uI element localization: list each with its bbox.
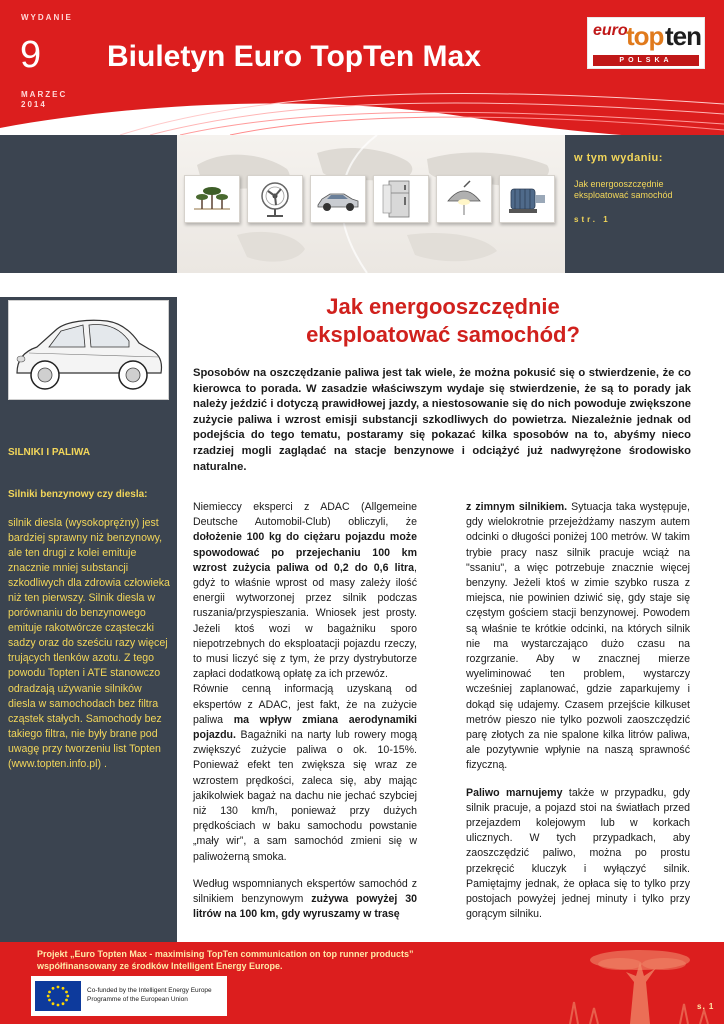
car-illustration	[8, 300, 169, 400]
in-this-issue-link[interactable]: Jak energooszczędnie eksploatować samochód	[574, 179, 673, 200]
in-this-issue-panel	[565, 135, 724, 273]
bold-run: ma wpływ zmiana aerodynamiki pojazdu.	[193, 713, 417, 742]
in-this-issue-label: w tym wydaniu:	[574, 152, 663, 164]
text-run: , gdyż to właśnie wprost od masy zależy ilość energii wytworzonej przez silnik podczas ruszania/przyspieszania. Wniosek jest prosty. Jeżeli ktoś wozi w bagażniku sporo niepotrzebnych do eksploatacji pojazdu rzeczy, to musi liczyć się z tym, że przy dystrybutorze zapłaci dodatkową opłatę za ich przewóz.	[193, 561, 417, 681]
bulletin-title: Biuletyn Euro TopTen Max	[107, 40, 481, 73]
article-title-line2: eksploatować samochód?	[306, 322, 580, 347]
header-band	[0, 0, 724, 135]
logo-top: top	[626, 21, 664, 51]
text-run: Niemieccy eksperci z ADAC (Allgemeine Deutsche Automobil-Club) obliczyli, że	[193, 501, 417, 529]
car-drawing-icon	[9, 301, 168, 399]
sidebar-text: silnik diesla (wysokoprężny) jest bardziej sprawny niż benzynowy, ale ten drugi z kolei emituje znacznie mniej substancji szkodliwych dla zdrowia człowieka niż ten pierwszy. Silnik diesla w porównaniu do benzynowego emituje rakotwórcze cząsteczki sadzy oraz do sześciu razy więcej trujących tlenków azotu. Z tego powodu Topten i ATE stanowczo odradzają używanie silników diesla w samochodach bez filtra cząstek stałych. Samochody bez takiego filtra, nie były brane pod uwagę przy tworzeniu list Topten (www.topten.info.pl) .	[8, 517, 170, 770]
eu-cofunding-logo	[31, 976, 227, 1016]
fan-thumbnail	[247, 175, 303, 223]
sidebar-subheading: Silniki benzynowy czy diesla:	[8, 489, 148, 500]
bold-run: Paliwo marnujemy	[466, 786, 563, 799]
text-run: Sytuacja taka występuje, gdy wielokrotnie przejeżdżamy naszym autem odcinki o długości poniżej 100 metrów. W takim trybie pracy nasz silnik pracuje wciąż na "ssaniu", a więc potrzebuje znacznie więcej benzyny. Jeżeli ktoś w zimie szybko rusza z miejsca, nie powinien dziwić się, gdy staje się częstym gościem stacji benzynowej. Powodem są właśnie te krótkie odcinki, na których silnik nie ma wystarczająco dużo czasu na rozgrzanie. Aby w znacznej mierze wyeliminować ten problem, wystarczy wcześniej zaplanować, gdzie zaparkujemy i dokąd się udajemy. Czasem przejście kilkuset metrów pieszo nie tylko pozwoli zaoszczędzić parę złotych za nie spalone kilka litrów paliwa, ale pozytywnie wpłynie na naszą sprawność fizyczną.	[466, 501, 690, 772]
edition-number: 9	[20, 34, 42, 76]
fridge-thumbnail	[373, 175, 429, 223]
euro-topten-logo	[587, 17, 705, 69]
lamp-thumbnail	[436, 175, 492, 223]
paragraph	[193, 877, 417, 923]
motor-thumbnail	[499, 175, 555, 223]
article-column-left	[193, 500, 417, 922]
edition-year: 2014	[21, 100, 47, 109]
fridge-icon	[377, 179, 425, 219]
paragraph	[466, 786, 690, 923]
article-lead: Sposobów na oszczędzanie paliwa jest tak wiele, że można pokusić się o stwierdzenie, że co kierowca to porada. W zasadzie właściwszym wydaje się stwierdzenie, że są to porady jak należy jeździć i dotyczą prawidłowej jazdy, a niestosowanie się do nich powoduje zwiększone zużycie paliwa i wzrost emisji substancji szkodliwych do powietrza. Niezależnie jednak od podejścia do tego tematu, postaramy się pokazać kilka sposobów na to, abyśmy nieco rzadziej mogli zaglądać na stacje benzynowe i odciążyć już nadwyrężone środowisko naturalne.	[193, 367, 691, 473]
bold-run: dołożenie 100 kg do ciężaru pojazdu może spowodować po przejechaniu 100 km wzrost zużycia paliwa od 0,2 do 0,6 litra	[193, 531, 417, 574]
eu-cofunding-text-1: Co-funded by the Intelligent Energy Europe	[87, 987, 212, 994]
sidebar-heading: SILNIKI I PALIWA	[8, 447, 91, 458]
edition-date	[21, 90, 67, 110]
tree-silhouette-decoration	[560, 942, 724, 1024]
logo-euro: euro	[593, 22, 628, 39]
logo-ten: ten	[665, 21, 701, 51]
article-title	[193, 293, 693, 349]
text-run: Według wspomnianych ekspertów samochód z silnikiem benzynowym	[193, 877, 417, 906]
eu-flag-icon	[35, 981, 81, 1011]
in-this-issue-page: str. 1	[574, 215, 611, 224]
bold-run: z zimnym silnikiem.	[466, 501, 568, 513]
text-run: także w przypadku, gdy silnik pracuje, a pojazd stoi na światłach przed przejazdem kolejowym lub w korkach ulicznych. W tych przypadkach, aby zaoszczędzić paliwo, można po prostu przekręcić kluczyk i wyłączyć silnik. Pamiętajmy jednak, że opłaca się to tylko przy postojach powyżej jednej minuty i tylko przy gorącym silniku.	[466, 786, 690, 921]
logo-country: POLSKA	[593, 55, 699, 66]
tree-thumbnail	[184, 175, 240, 223]
text-run: Równie cenną informacją uzyskaną od ekspertów z ADAC, jest fakt, że na zużycie paliwa	[193, 683, 417, 726]
paragraph-gap	[466, 774, 690, 786]
footer-funding-line: współfinansowany ze środków Intelligent Energy Europe.	[37, 961, 283, 971]
bold-run: zużywa powyżej 30 litrów na 100 km, gdy wyruszamy w trasę	[193, 893, 418, 921]
edition-month: MARZEC	[21, 90, 68, 99]
paragraph	[193, 500, 417, 682]
car-thumbnail	[310, 175, 366, 223]
tree-icon	[188, 179, 236, 219]
paragraph	[466, 500, 690, 774]
fan-icon	[251, 179, 299, 219]
paragraph-gap	[193, 865, 417, 877]
footer-band	[0, 942, 724, 1024]
left-dark-panel-top	[0, 135, 177, 273]
text-run: Bagażniki na narty lub rowery mogą zwiększyć zużycie paliwa o ok. 10-15%. Ponieważ efekt ten zwiększa się wraz ze wzrostem prędkości, zaleca się, aby mając jakikolwiek bagaż na dachu nie jechać szybciej niż 130 km/h, ponieważ przy dużych prędkościach w baku samochodu powstanie „mały wir”, a sam samochód zmieni się w paliwożerną smoka.	[193, 729, 417, 863]
footer-project-line: Projekt „Euro Topten Max - maximising TopTen communication on top runner products”	[37, 949, 414, 959]
eu-cofunding-text-2: Programme of the European Union	[87, 996, 188, 1003]
article-column-right	[466, 500, 690, 922]
paragraph	[193, 682, 417, 864]
banner-icons-strip	[177, 135, 565, 273]
page-number: s. 1	[697, 1002, 715, 1011]
eu-stars-icon	[35, 981, 81, 1011]
motor-icon	[503, 179, 551, 219]
edition-label: WYDANIE	[21, 13, 73, 22]
lamp-icon	[440, 179, 488, 219]
article-title-line1: Jak energooszczędnie	[326, 294, 560, 319]
car-icon	[314, 179, 362, 219]
